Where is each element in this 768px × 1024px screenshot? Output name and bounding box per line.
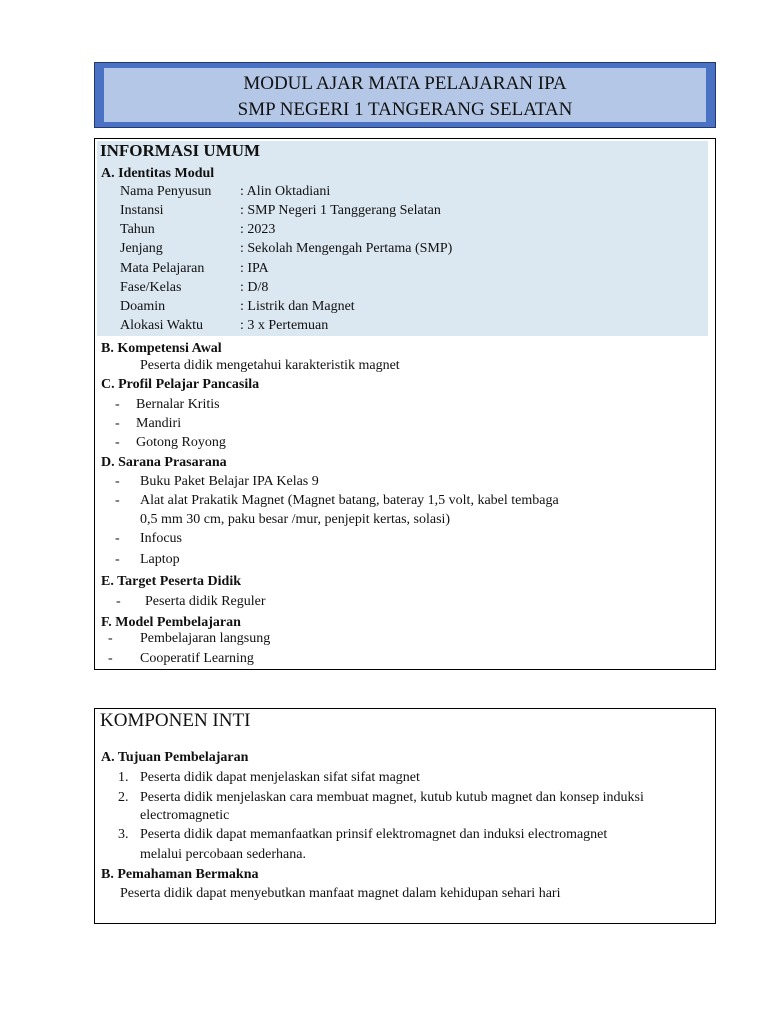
tujuan-item: Peserta didik dapat menjelaskan sifat sifat magnet	[140, 770, 420, 785]
bullet-dash: -	[116, 594, 121, 609]
profil-heading: C. Profil Pelajar Pancasila	[101, 377, 260, 392]
bullet-dash: -	[115, 531, 120, 546]
sarana-heading: D. Sarana Prasarana	[101, 455, 227, 470]
tujuan-number: 1.	[118, 770, 129, 785]
bullet-dash: -	[115, 397, 120, 412]
sarana-item-continued: 0,5 mm 30 cm, paku besar /mur, penjepit kertas, solasi)	[140, 512, 451, 527]
informasi-umum-section	[94, 138, 716, 670]
identitas-label: Mata Pelajaran	[120, 261, 205, 276]
identitas-value: : Listrik dan Magnet	[240, 299, 355, 314]
tujuan-item-continued: electromagnetic	[140, 808, 230, 823]
model-item: Cooperatif Learning	[140, 651, 254, 666]
model-heading: F. Model Pembelajaran	[101, 615, 241, 630]
identitas-label: Instansi	[120, 203, 164, 218]
bullet-dash: -	[115, 416, 120, 431]
sarana-item: Laptop	[140, 552, 180, 567]
profil-item: Gotong Royong	[136, 435, 226, 450]
informasi-umum-title: INFORMASI UMUM	[100, 141, 261, 160]
bullet-dash: -	[115, 493, 120, 508]
target-item: Peserta didik Reguler	[145, 594, 266, 609]
identitas-value: : SMP Negeri 1 Tanggerang Selatan	[240, 203, 441, 218]
pemahaman-text: Peserta didik dapat menyebutkan manfaat magnet dalam kehidupan sehari hari	[120, 886, 561, 901]
module-title: MODUL AJAR MATA PELAJARAN IPA	[243, 73, 567, 94]
bullet-dash: -	[108, 651, 113, 666]
tujuan-item: Peserta didik menjelaskan cara membuat magnet, kutub kutub magnet dan konsep induksi	[140, 790, 644, 805]
target-heading: E. Target Peserta Didik	[101, 574, 241, 589]
tujuan-number: 3.	[118, 827, 129, 842]
identitas-label: Fase/Kelas	[120, 280, 182, 295]
sarana-item: Alat alat Prakatik Magnet (Magnet batang, bateray 1,5 volt, kabel tembaga	[140, 493, 559, 508]
kompetensi-text: Peserta didik mengetahui karakteristik magnet	[140, 358, 400, 373]
identitas-heading: A. Identitas Modul	[101, 166, 215, 181]
tujuan-heading: A. Tujuan Pembelajaran	[101, 750, 249, 765]
tujuan-number: 2.	[118, 790, 129, 805]
identitas-label: Doamin	[120, 299, 166, 314]
sarana-item: Infocus	[140, 531, 182, 546]
identitas-label: Alokasi Waktu	[120, 318, 203, 333]
profil-item: Mandiri	[136, 416, 182, 431]
identitas-value: : IPA	[240, 261, 269, 276]
bullet-dash: -	[115, 435, 120, 450]
komponen-inti-section	[94, 708, 716, 924]
bullet-dash: -	[108, 631, 113, 646]
identitas-value: : Sekolah Mengengah Pertama (SMP)	[240, 241, 453, 256]
komponen-inti-title: KOMPONEN INTI	[100, 710, 251, 731]
identitas-label: Jenjang	[120, 241, 163, 256]
identitas-value: : 3 x Pertemuan	[240, 318, 329, 333]
module-header-inner	[104, 68, 706, 122]
identitas-label: Tahun	[120, 222, 155, 237]
sarana-item: Buku Paket Belajar IPA Kelas 9	[140, 474, 319, 489]
identitas-label: Nama Penyusun	[120, 184, 212, 199]
module-header	[94, 62, 716, 128]
tujuan-item-continued: melalui percobaan sederhana.	[140, 847, 306, 862]
identitas-value: : Alin Oktadiani	[240, 184, 331, 199]
bullet-dash: -	[115, 474, 120, 489]
identitas-value: : 2023	[240, 222, 276, 237]
pemahaman-heading: B. Pemahaman Bermakna	[101, 867, 259, 882]
identitas-value: : D/8	[240, 280, 269, 295]
tujuan-item: Peserta didik dapat memanfaatkan prinsif elektromagnet dan induksi electromagnet	[140, 827, 608, 842]
bullet-dash: -	[115, 552, 120, 567]
kompetensi-heading: B. Kompetensi Awal	[101, 341, 222, 356]
model-item: Pembelajaran langsung	[140, 631, 271, 646]
profil-item: Bernalar Kritis	[136, 397, 220, 412]
school-name: SMP NEGERI 1 TANGERANG SELATAN	[237, 99, 573, 120]
